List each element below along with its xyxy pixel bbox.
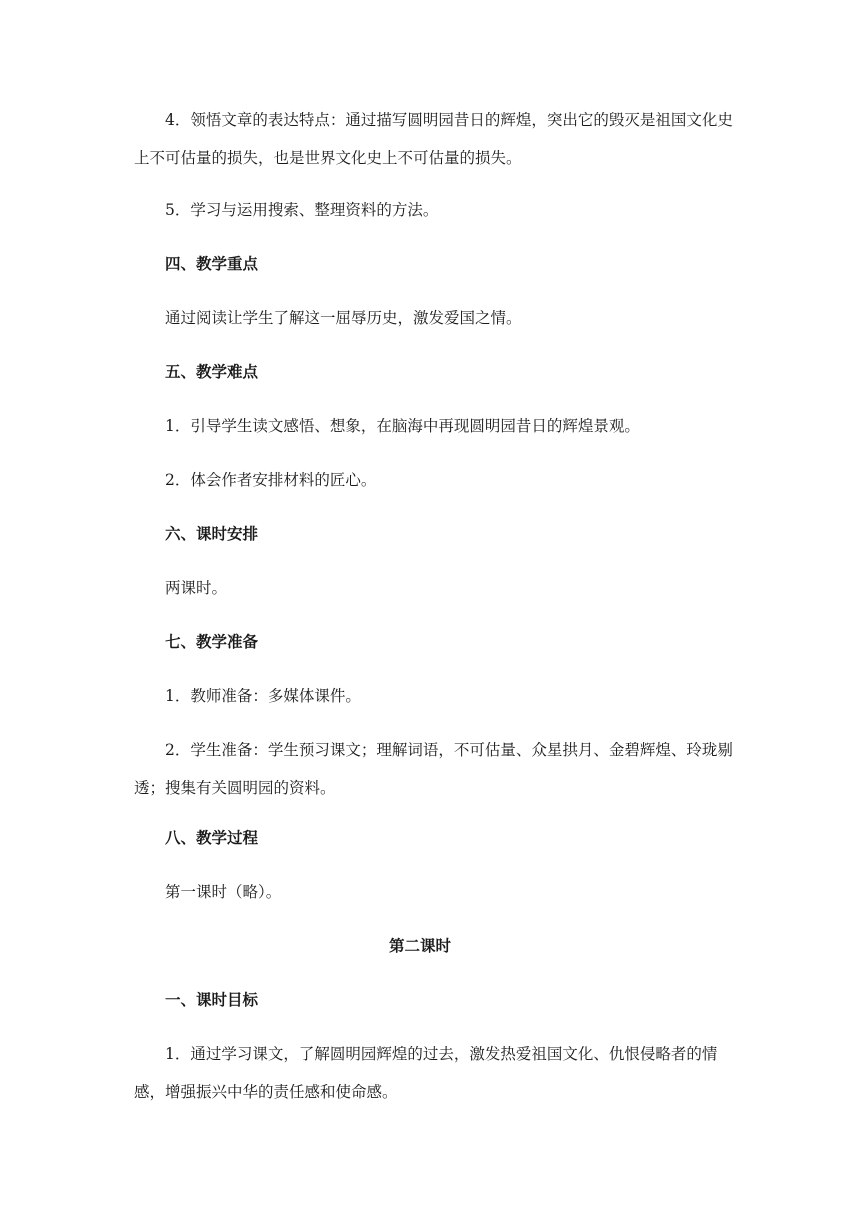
section-heading-4: 四、教学重点 [165, 254, 259, 273]
objective-5-paragraph: 5．学习与运用搜索、整理资料的方法。 [165, 201, 439, 219]
section-heading-7: 七、教学准备 [165, 632, 259, 651]
lesson-2-title: 第二课时 [388, 936, 451, 955]
preparation-2-paragraph: 2．学生准备：学生预习课文；理解词语，不可估量、众星拱月、金碧辉煌、玲珑剔透；搜集有关圆明园的资料。 [134, 741, 733, 797]
lesson-goal-heading: 一、课时目标 [165, 990, 259, 1009]
preparation-1-paragraph: 1．教师准备：多媒体课件。 [165, 687, 361, 705]
period-arrangement-paragraph: 两课时。 [165, 579, 228, 597]
difficulty-2-paragraph: 2．体会作者安排材料的匠心。 [165, 471, 377, 489]
objective-4-paragraph: 4．领悟文章的表达特点：通过描写圆明园昔日的辉煌，突出它的毁灭是祖国文化史上不可估量的损失，也是世界文化史上不可估量的损失。 [134, 111, 733, 167]
section-heading-5: 五、教学难点 [165, 362, 259, 381]
difficulty-1-paragraph: 1．引导学生读文感悟、想象，在脑海中再现圆明园昔日的辉煌景观。 [165, 417, 640, 435]
section-heading-6: 六、课时安排 [165, 524, 259, 543]
section-heading-8: 八、教学过程 [165, 828, 259, 847]
lesson-goal-1-paragraph: 1．通过学习课文，了解圆明园辉煌的过去，激发热爱祖国文化、仇恨侵略者的情感，增强振兴中华的责任感和使命感。 [134, 1045, 718, 1101]
teaching-focus-paragraph: 通过阅读让学生了解这一屈辱历史，激发爱国之情。 [165, 309, 522, 327]
lesson-1-paragraph: 第一课时（略）。 [165, 883, 282, 901]
